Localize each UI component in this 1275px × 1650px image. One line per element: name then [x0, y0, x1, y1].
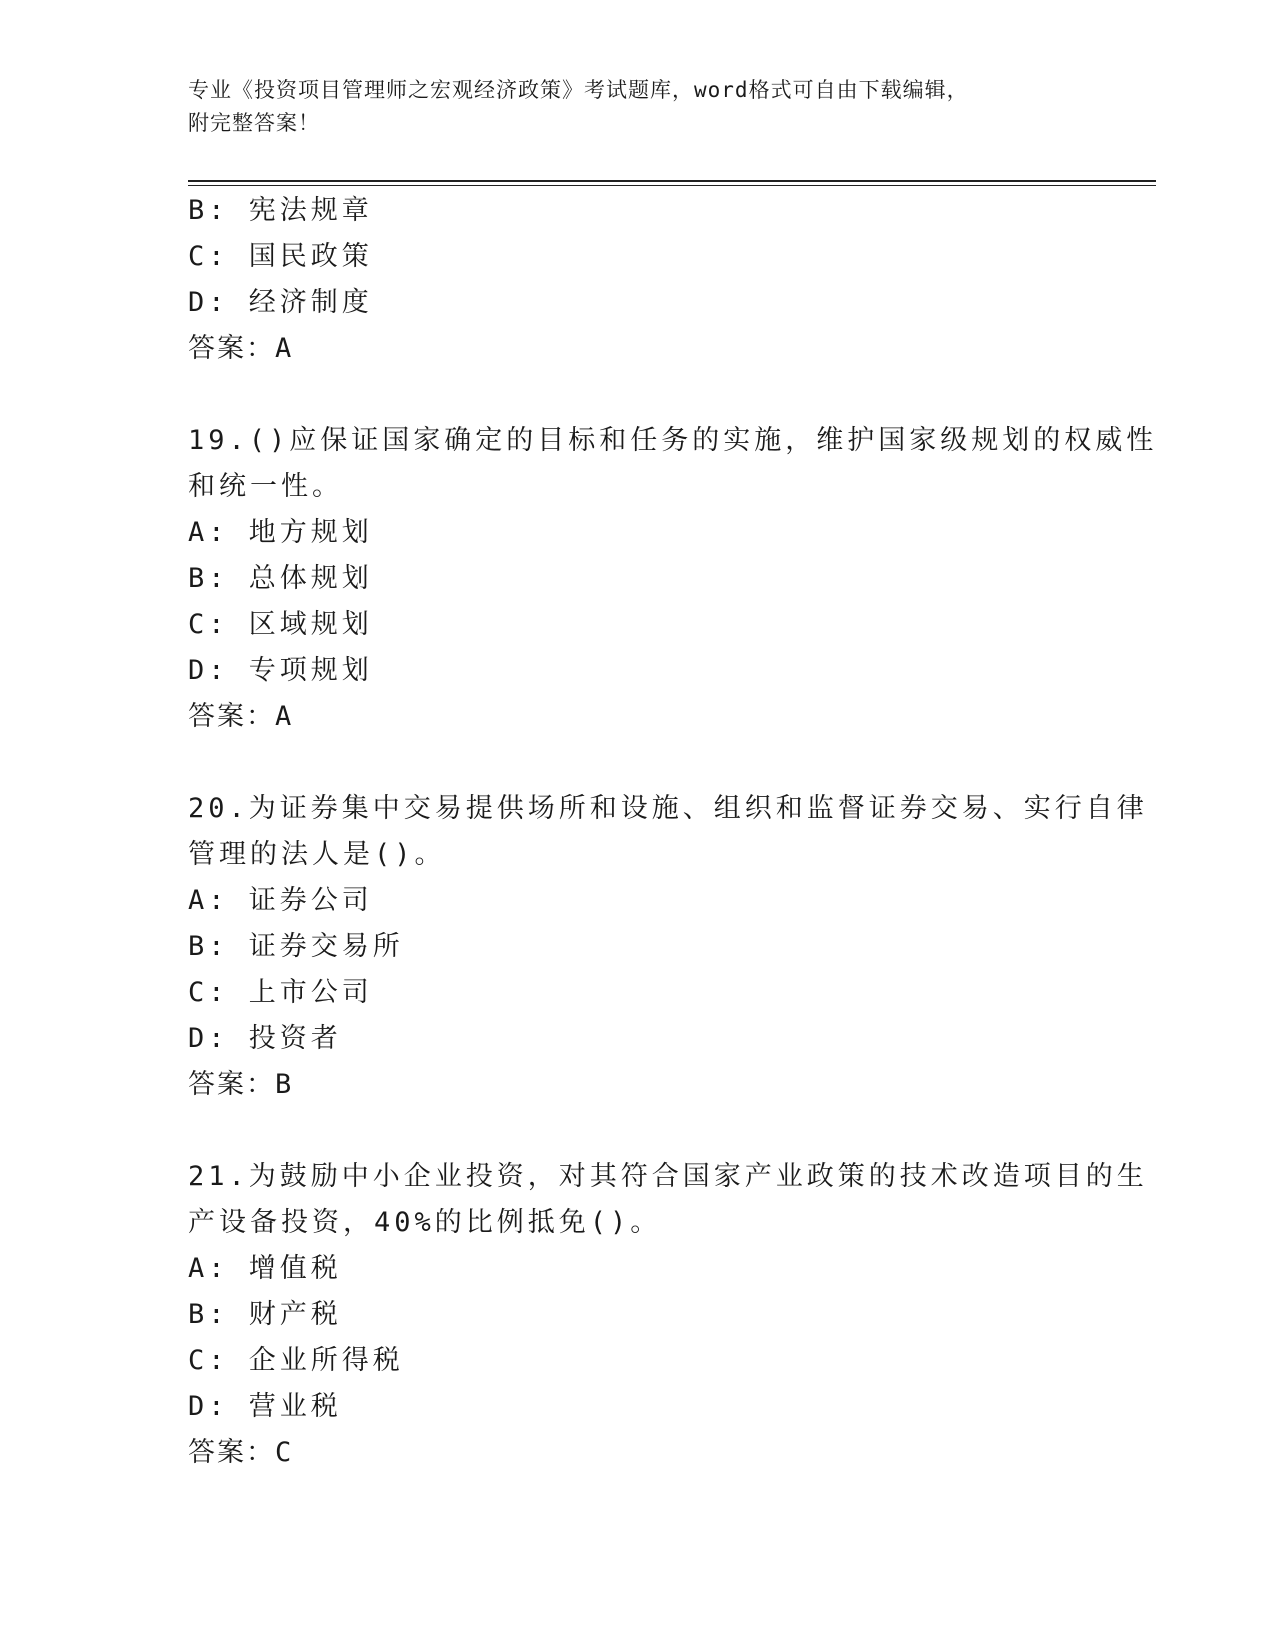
question-stem-line-2: 产设备投资，40%的比例抵免()。 [188, 1207, 662, 1238]
question-list [188, 188, 1158, 1476]
option-d: D: 经济制度 [188, 287, 373, 318]
question-stem-line-2: 和统一性。 [188, 471, 343, 502]
answer-value: B [275, 1069, 294, 1100]
question-18-continued [188, 188, 1088, 372]
document-header [188, 74, 1068, 140]
answer [188, 1430, 1088, 1476]
option-c: C: 企业所得税 [188, 1345, 404, 1376]
answer [188, 1062, 1088, 1108]
option-d: D: 投资者 [188, 1023, 342, 1054]
question-20 [188, 786, 1148, 1108]
answer-label: 答案： [188, 1069, 275, 1100]
option-b: B: 证券交易所 [188, 931, 404, 962]
answer-value: A [275, 701, 294, 732]
question-stem-line-1: 20.为证券集中交易提供场所和设施、组织和监督证券交易、实行自律 [188, 793, 1148, 824]
option-d: D: 专项规划 [188, 655, 373, 686]
header-line-1: 专业《投资项目管理师之宏观经济政策》考试题库，word格式可自由下载编辑， [188, 78, 969, 102]
answer [188, 326, 1088, 372]
question-stem-line-2: 管理的法人是()。 [188, 839, 446, 870]
option-a: A: 证券公司 [188, 885, 373, 916]
question-stem-line-1: 21.为鼓励中小企业投资，对其符合国家产业政策的技术改造项目的生 [188, 1161, 1148, 1192]
option-c: C: 区域规划 [188, 609, 373, 640]
option-a: A: 增值税 [188, 1253, 342, 1284]
option-a: A: 地方规划 [188, 517, 373, 548]
question-stem-line-1: 19.()应保证国家确定的目标和任务的实施，维护国家级规划的权威性 [188, 425, 1158, 456]
answer [188, 694, 1088, 740]
option-c: C: 国民政策 [188, 241, 373, 272]
option-b: B: 宪法规章 [188, 195, 373, 226]
question-21 [188, 1154, 1148, 1476]
header-line-2: 附完整答案！ [188, 111, 320, 135]
answer-label: 答案： [188, 1437, 275, 1468]
answer-value: A [275, 333, 294, 364]
option-b: B: 财产税 [188, 1299, 342, 1330]
option-d: D: 营业税 [188, 1391, 342, 1422]
answer-value: C [275, 1437, 294, 1468]
divider-thin [188, 185, 1156, 186]
option-b: B: 总体规划 [188, 563, 373, 594]
header-divider [188, 180, 1156, 186]
question-19 [188, 418, 1158, 740]
answer-label: 答案： [188, 333, 275, 364]
option-c: C: 上市公司 [188, 977, 373, 1008]
answer-label: 答案： [188, 701, 275, 732]
